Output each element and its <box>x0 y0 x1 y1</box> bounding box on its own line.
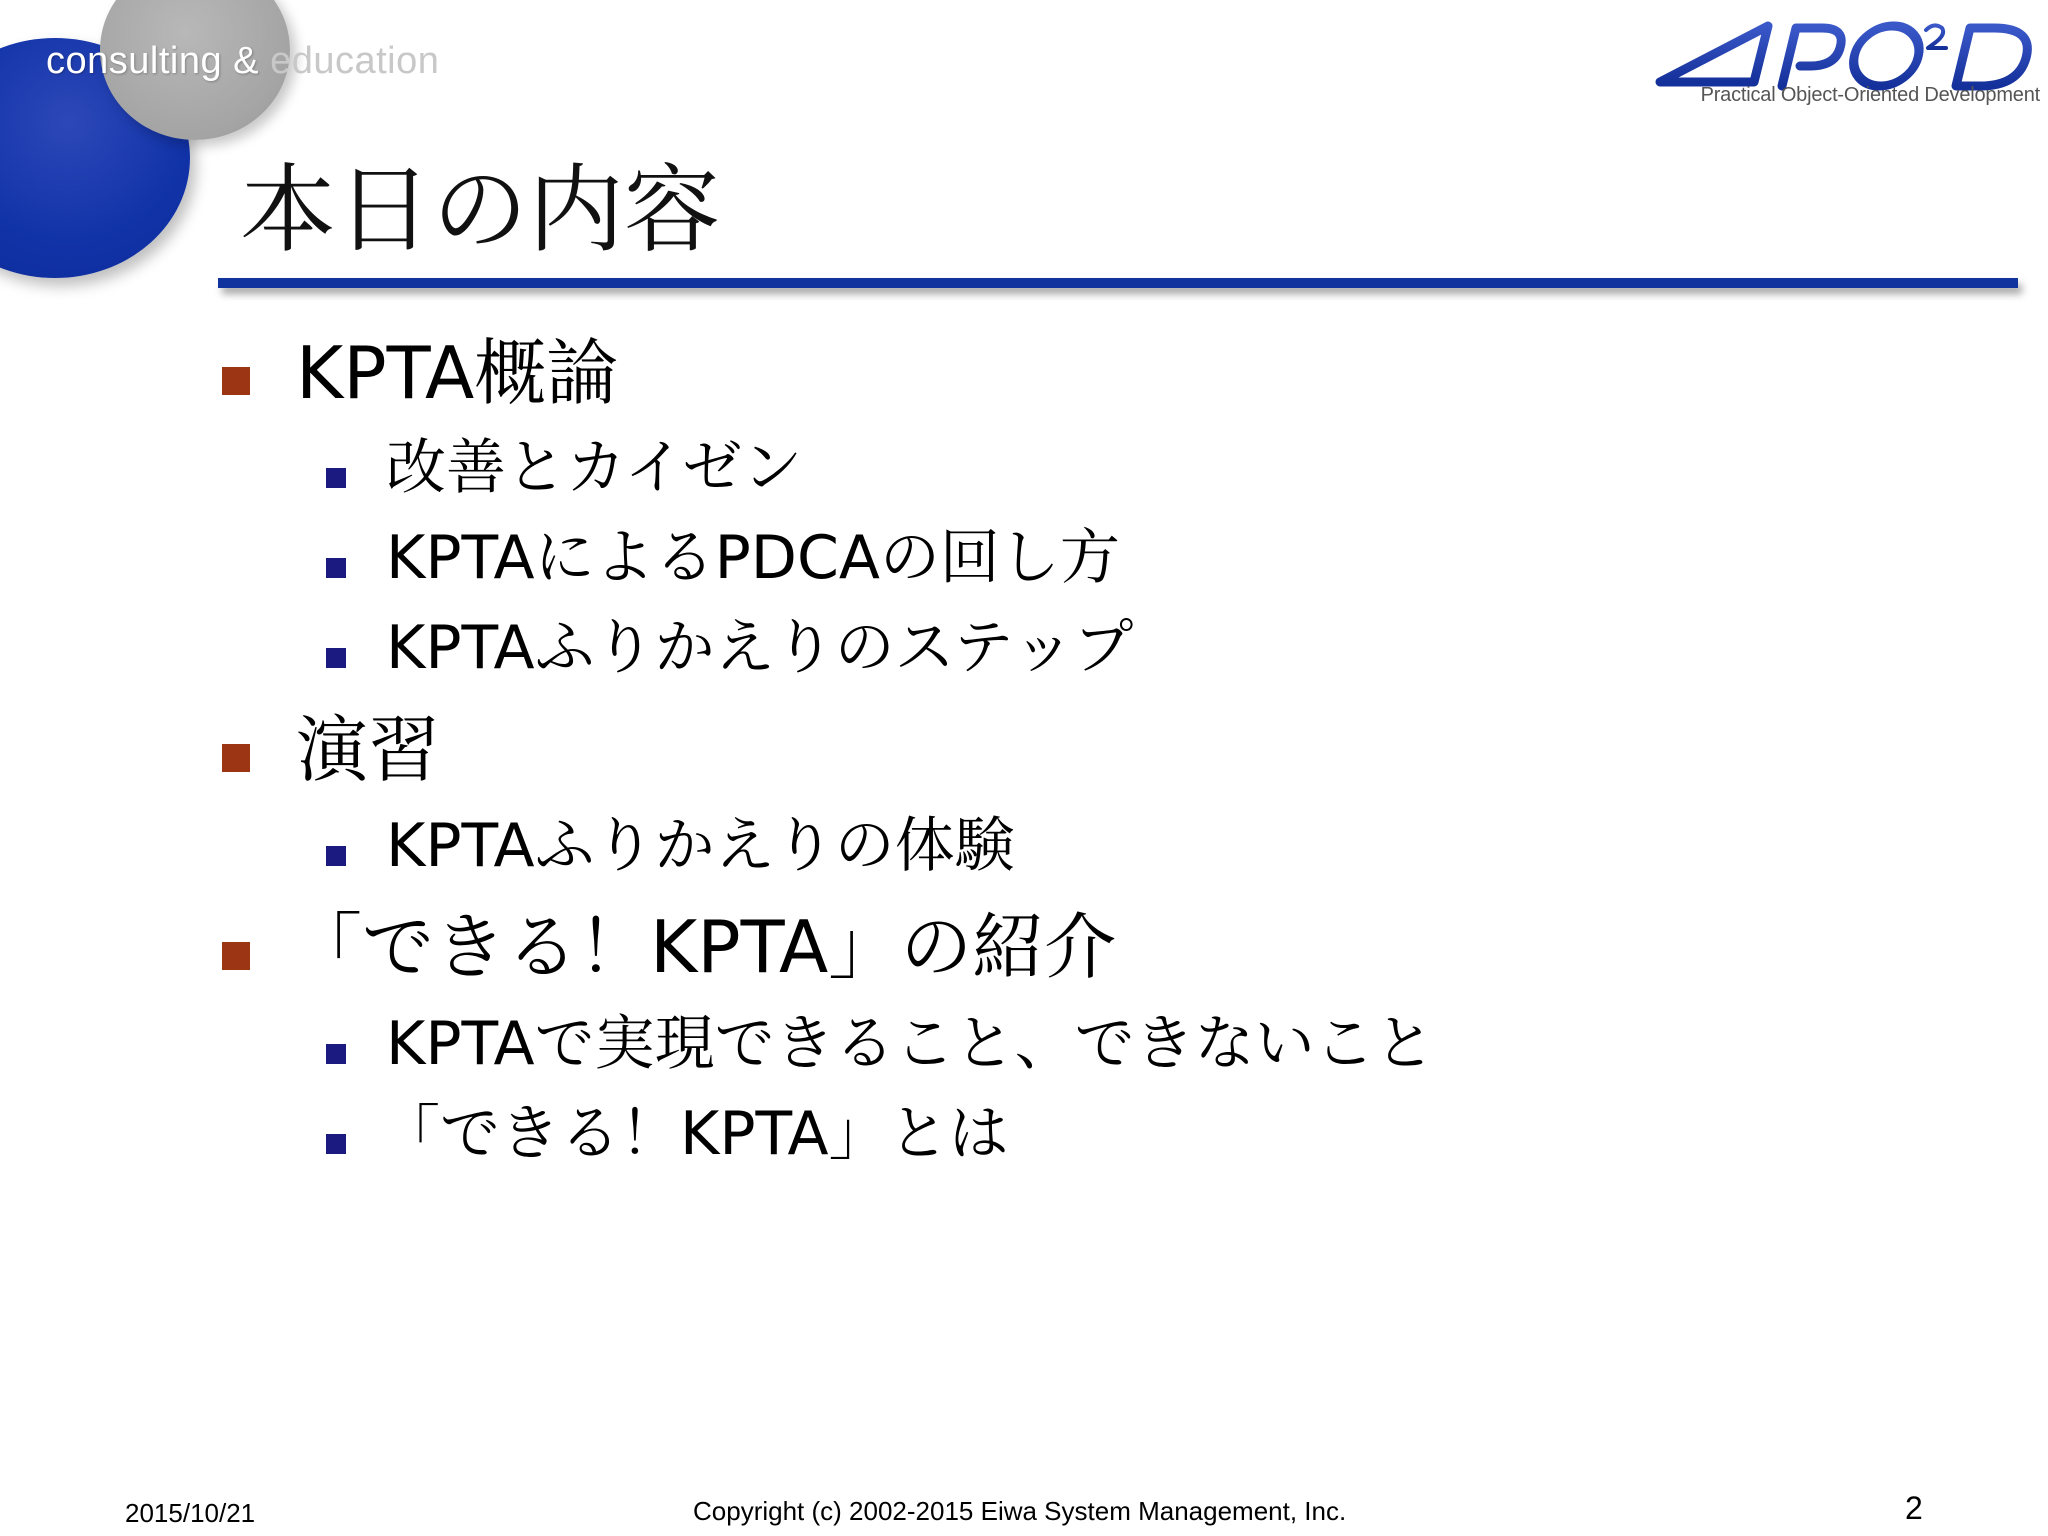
tagline-education: education <box>270 40 440 82</box>
outline-item-level1: 演習 <box>296 708 441 792</box>
title-underline <box>218 278 2018 288</box>
outline-item-level2: KPTAふりかえりのステップ <box>386 613 1134 683</box>
bullet-square-icon <box>222 942 250 970</box>
bullet-square-icon <box>326 846 346 866</box>
header-tagline <box>46 40 439 83</box>
bullet-square-icon <box>326 648 346 668</box>
logo-subtitle: Practical Object-Oriented Development <box>1700 84 2040 106</box>
outline-item-level2: KPTAふりかえりの体験 <box>386 811 1015 881</box>
outline-item-level1: 「できる！KPTA」の紹介 <box>290 905 1117 989</box>
bullet-square-icon <box>326 1044 346 1064</box>
page-number: 2 <box>1905 1490 1923 1526</box>
bullet-square-icon <box>326 1134 346 1154</box>
footer-copyright: Copyright (c) 2002-2015 Eiwa System Management, Inc. <box>693 1496 1347 1526</box>
bullet-square-icon <box>326 468 346 488</box>
bullet-square-icon <box>326 558 346 578</box>
footer-date: 2015/10/21 <box>125 1498 256 1528</box>
bullet-square-icon <box>222 744 250 772</box>
outline-item-level2: 改善とカイゼン <box>386 433 803 503</box>
outline-item-level2: KPTAで実現できること、できないこと <box>386 1009 1435 1079</box>
outline-item-level2: 「できる！KPTA」とは <box>380 1099 1009 1169</box>
outline-item-level2: KPTAによるPDCAの回し方 <box>386 523 1120 593</box>
outline-item-level1: KPTA概論 <box>296 331 619 415</box>
tagline-consulting: consulting & <box>46 40 271 82</box>
slide-title: 本日の内容 <box>240 154 720 266</box>
bullet-square-icon <box>222 367 250 395</box>
